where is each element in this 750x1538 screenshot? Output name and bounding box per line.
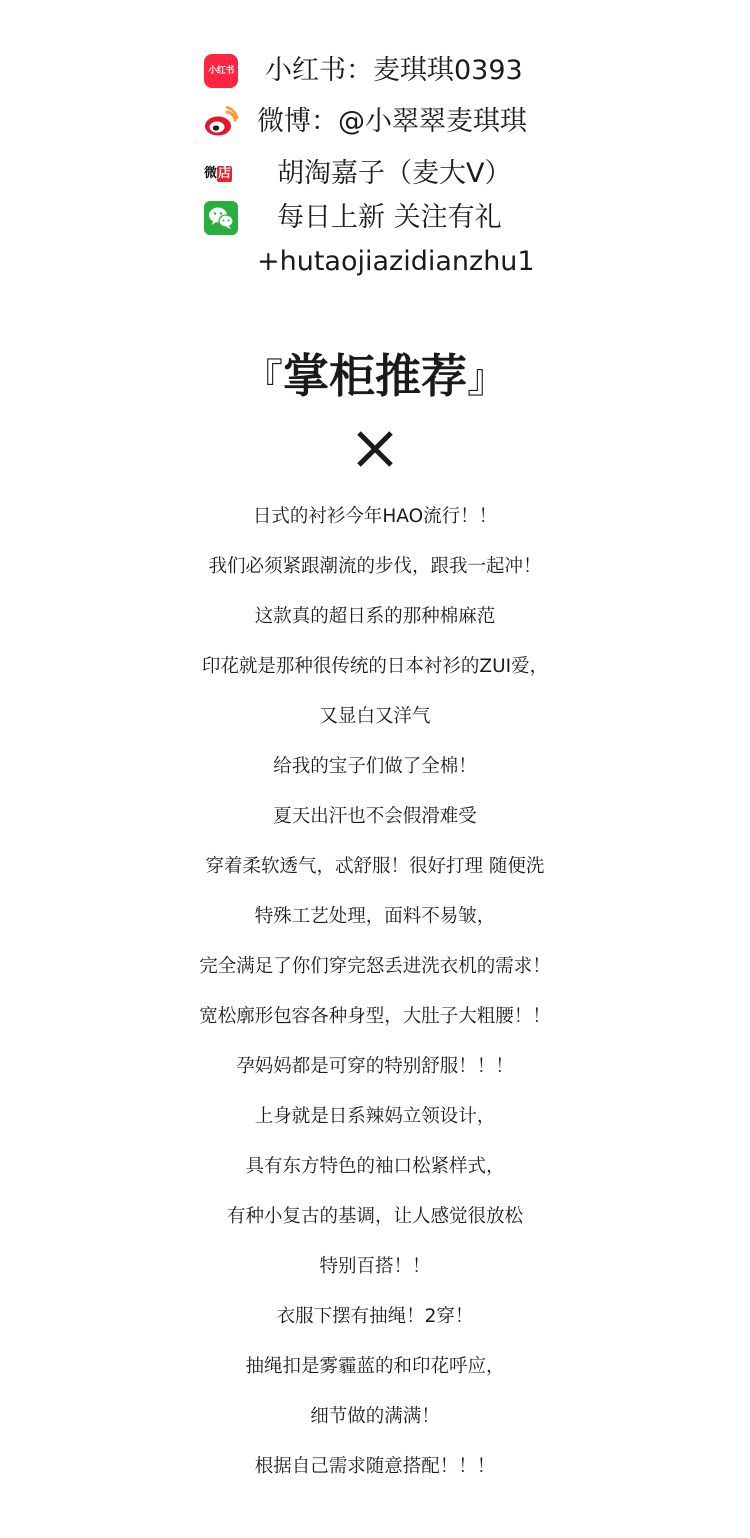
- description-line: 这款真的超日系的那种棉麻范: [254, 606, 496, 627]
- description-line: 特殊工艺处理，面料不易皱，: [254, 906, 496, 927]
- wechat-account-id: +hutaojiazidianzhu1: [257, 246, 535, 277]
- wechat-promo-text: 每日上新 关注有礼: [277, 202, 502, 233]
- description-line: 上身就是日系辣妈立领设计，: [254, 1106, 496, 1127]
- description-line: 夏天出汗也不会假滑难受: [273, 806, 477, 827]
- description-line: 根据自己需求随意搭配！！！: [254, 1456, 496, 1477]
- heading-title: 掌柜推荐: [283, 349, 467, 403]
- heading-close-bracket: 』: [467, 356, 507, 402]
- xiaohongshu-icon: 小红书: [204, 54, 238, 88]
- description-line: 具有东方特色的袖口松紧样式，: [245, 1156, 505, 1177]
- description-line: 宽松廓形包容各种身型，大肚子大粗腰！！: [199, 1006, 551, 1027]
- description-line: 抽绳扣是雾霾蓝的和印花呼应，: [245, 1356, 505, 1377]
- description-line: 细节做的满满！: [310, 1406, 440, 1427]
- weidian-icon-char-2: 店: [218, 166, 232, 181]
- contact-weidian: [0, 154, 750, 194]
- weidian-icon: [204, 165, 238, 183]
- weidian-shop-name: 胡淘嘉子（麦大V）: [277, 158, 512, 189]
- heading-open-bracket: 『: [243, 356, 283, 402]
- description-line: 穿着柔软透气，忒舒服！很好打理 随便洗: [205, 856, 545, 877]
- description-line: 我们必须紧跟潮流的步伐，跟我一起冲！: [208, 556, 542, 577]
- description-line: 衣服下摆有抽绳！2穿！: [276, 1306, 474, 1327]
- description-line: 又显白又洋气: [319, 706, 431, 727]
- description-line: 日式的衬衫今年HAO流行！！: [252, 506, 498, 527]
- contact-weibo: [0, 102, 750, 142]
- description-line: 完全满足了你们穿完怒丢进洗衣机的需求！: [199, 956, 551, 977]
- description-line: 有种小复古的基调，让人感觉很放松: [226, 1206, 523, 1227]
- description-line: 给我的宝子们做了全棉！: [273, 756, 477, 777]
- xiaohongshu-account: 小红书：麦琪琪0393: [265, 55, 523, 86]
- description-line: 特别百搭！！: [319, 1256, 431, 1277]
- cross-divider-icon: [355, 430, 395, 468]
- weidian-icon-char-1: 微: [204, 166, 218, 181]
- product-description: [0, 500, 750, 1500]
- section-heading: [0, 345, 750, 407]
- weibo-icon: [204, 105, 238, 139]
- weibo-account: 微博：@小翠翠麦琪琪: [257, 106, 527, 137]
- description-line: 孕妈妈都是可穿的特别舒服！！！: [236, 1056, 514, 1077]
- wechat-icon: [204, 201, 238, 235]
- contact-wechat: [0, 198, 750, 238]
- contact-xiaohongshu: [0, 51, 750, 91]
- description-line: 印花就是那种很传统的日本衬衫的ZUI爱，: [201, 656, 549, 677]
